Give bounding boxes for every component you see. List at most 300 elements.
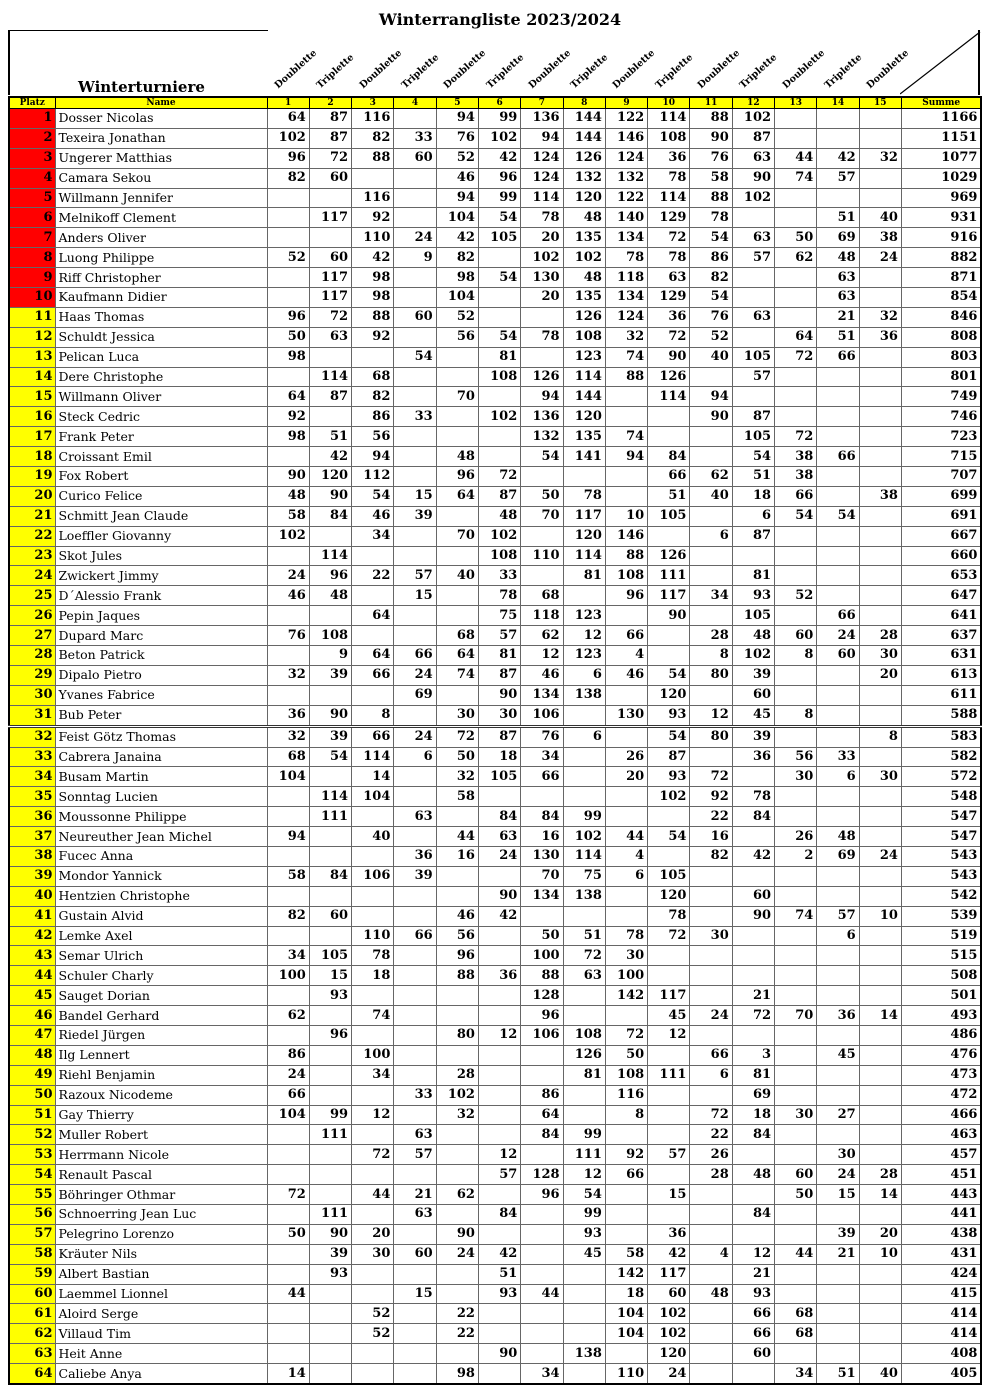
table-row xyxy=(9,1065,981,1085)
score-cell xyxy=(267,546,309,566)
score-cell xyxy=(859,966,901,986)
score-cell: 39 xyxy=(732,665,774,685)
score-cell: 108 xyxy=(563,1025,605,1045)
score-cell: 93 xyxy=(563,1224,605,1244)
score-cell: 90 xyxy=(267,467,309,487)
player-name: Pelican Luca xyxy=(55,347,267,367)
score-cell: 16 xyxy=(436,846,478,866)
sum-cell: 547 xyxy=(901,827,981,847)
score-cell: 39 xyxy=(817,1224,859,1244)
score-cell: 81 xyxy=(563,1065,605,1085)
score-cell: 114 xyxy=(648,387,690,407)
score-cell xyxy=(309,767,351,787)
score-cell: 96 xyxy=(521,1006,563,1026)
player-name: Croissant Emil xyxy=(55,447,267,467)
tournament-type-label: Doublette xyxy=(526,47,573,91)
score-cell xyxy=(521,1324,563,1344)
score-cell xyxy=(859,407,901,427)
player-name: Mondor Yannick xyxy=(55,866,267,886)
score-cell: 60 xyxy=(817,646,859,666)
player-name: Riehl Benjamin xyxy=(55,1065,267,1085)
score-cell xyxy=(478,787,520,807)
score-cell: 64 xyxy=(775,327,817,347)
tournament-type-label: Triplette xyxy=(568,51,611,91)
score-cell: 86 xyxy=(690,248,732,268)
score-cell: 50 xyxy=(267,327,309,347)
score-cell xyxy=(436,1344,478,1364)
score-cell xyxy=(563,586,605,606)
score-cell xyxy=(732,1185,774,1205)
rank-cell: 52 xyxy=(9,1125,55,1145)
score-cell: 105 xyxy=(648,866,690,886)
score-cell: 6 xyxy=(605,866,647,886)
score-cell: 18 xyxy=(605,1284,647,1304)
score-cell: 102 xyxy=(478,407,520,427)
score-cell: 3 xyxy=(732,1045,774,1065)
score-cell: 86 xyxy=(352,407,394,427)
score-cell: 60 xyxy=(775,626,817,646)
score-cell: 54 xyxy=(563,1185,605,1205)
sum-cell: 707 xyxy=(901,467,981,487)
score-cell xyxy=(436,1045,478,1065)
score-cell: 58 xyxy=(605,1244,647,1264)
score-cell xyxy=(859,347,901,367)
score-cell: 81 xyxy=(732,566,774,586)
score-cell: 44 xyxy=(605,827,647,847)
rank-cell: 32 xyxy=(9,726,55,747)
score-cell: 78 xyxy=(352,946,394,966)
score-cell: 72 xyxy=(605,1025,647,1045)
score-cell xyxy=(817,1065,859,1085)
score-cell xyxy=(648,427,690,447)
score-cell: 102 xyxy=(478,128,520,148)
score-cell: 78 xyxy=(648,248,690,268)
player-name: Muller Robert xyxy=(55,1125,267,1145)
score-cell xyxy=(352,586,394,606)
tournament-type-label: Triplette xyxy=(822,51,865,91)
table-row xyxy=(9,926,981,946)
score-cell: 120 xyxy=(648,685,690,705)
score-cell: 48 xyxy=(563,208,605,228)
score-cell: 90 xyxy=(478,886,520,906)
score-cell: 105 xyxy=(732,606,774,626)
score-cell: 45 xyxy=(732,705,774,726)
score-cell xyxy=(690,1344,732,1364)
score-cell: 90 xyxy=(478,685,520,705)
sum-cell: 808 xyxy=(901,327,981,347)
score-cell xyxy=(394,767,436,787)
score-cell: 42 xyxy=(648,1244,690,1264)
score-cell: 96 xyxy=(267,148,309,168)
score-cell: 123 xyxy=(563,606,605,626)
player-name: Lemke Axel xyxy=(55,926,267,946)
score-cell: 18 xyxy=(352,966,394,986)
score-cell: 39 xyxy=(309,1244,351,1264)
score-cell xyxy=(859,586,901,606)
score-cell xyxy=(817,1204,859,1224)
score-cell: 72 xyxy=(563,946,605,966)
score-cell: 70 xyxy=(775,1006,817,1026)
score-cell xyxy=(859,1264,901,1284)
rank-cell: 53 xyxy=(9,1145,55,1165)
score-cell: 36 xyxy=(394,846,436,866)
score-cell xyxy=(605,1344,647,1364)
rank-cell: 48 xyxy=(9,1045,55,1065)
score-cell: 88 xyxy=(690,109,732,129)
score-cell xyxy=(775,665,817,685)
table-row xyxy=(9,407,981,427)
score-cell: 63 xyxy=(563,966,605,986)
score-cell: 88 xyxy=(352,148,394,168)
table-row xyxy=(9,1045,981,1065)
score-cell: 106 xyxy=(521,1025,563,1045)
score-cell: 34 xyxy=(521,747,563,767)
score-cell: 22 xyxy=(690,1125,732,1145)
rank-cell: 40 xyxy=(9,886,55,906)
score-cell: 120 xyxy=(563,407,605,427)
score-cell xyxy=(394,827,436,847)
score-cell xyxy=(605,1006,647,1026)
score-cell: 48 xyxy=(309,586,351,606)
rank-cell: 57 xyxy=(9,1224,55,1244)
score-cell xyxy=(605,1185,647,1205)
score-cell: 42 xyxy=(436,228,478,248)
score-cell: 54 xyxy=(394,347,436,367)
score-cell xyxy=(732,387,774,407)
sum-cell: 916 xyxy=(901,228,981,248)
score-cell: 96 xyxy=(436,467,478,487)
sum-cell: 415 xyxy=(901,1284,981,1304)
score-cell: 8 xyxy=(859,726,901,747)
score-cell: 2 xyxy=(775,846,817,866)
score-cell xyxy=(309,1304,351,1324)
score-cell xyxy=(478,307,520,327)
score-cell: 44 xyxy=(267,1284,309,1304)
score-cell: 126 xyxy=(521,367,563,387)
sum-cell: 1029 xyxy=(901,168,981,188)
score-cell xyxy=(563,467,605,487)
score-cell xyxy=(309,188,351,208)
score-cell xyxy=(775,606,817,626)
table-row xyxy=(9,268,981,288)
score-cell: 42 xyxy=(309,447,351,467)
score-cell xyxy=(563,1006,605,1026)
rank-cell: 15 xyxy=(9,387,55,407)
rank-cell: 6 xyxy=(9,208,55,228)
score-cell: 63 xyxy=(732,148,774,168)
table-row xyxy=(9,966,981,986)
score-cell xyxy=(267,1125,309,1145)
tournament-type-label: Doublette xyxy=(864,47,912,91)
score-cell: 38 xyxy=(775,467,817,487)
score-cell xyxy=(478,1125,520,1145)
score-cell xyxy=(267,288,309,308)
score-cell: 54 xyxy=(521,447,563,467)
sum-cell: 438 xyxy=(901,1224,981,1244)
score-cell: 102 xyxy=(267,526,309,546)
score-cell: 114 xyxy=(563,546,605,566)
score-cell: 82 xyxy=(436,248,478,268)
score-cell: 93 xyxy=(478,1284,520,1304)
score-cell: 78 xyxy=(521,327,563,347)
score-cell: 104 xyxy=(267,767,309,787)
score-cell xyxy=(605,1224,647,1244)
sum-cell: 476 xyxy=(901,1045,981,1065)
score-cell: 42 xyxy=(478,148,520,168)
score-cell: 110 xyxy=(521,546,563,566)
sum-cell: 715 xyxy=(901,447,981,467)
score-cell: 90 xyxy=(732,906,774,926)
table-row xyxy=(9,526,981,546)
score-cell xyxy=(690,367,732,387)
rank-cell: 58 xyxy=(9,1244,55,1264)
score-cell: 84 xyxy=(521,1125,563,1145)
score-cell: 66 xyxy=(521,767,563,787)
tournament-type-label: Triplette xyxy=(484,51,526,91)
score-cell xyxy=(478,946,520,966)
score-cell xyxy=(394,606,436,626)
score-cell: 130 xyxy=(521,846,563,866)
score-cell: 39 xyxy=(732,726,774,747)
score-cell: 78 xyxy=(648,168,690,188)
score-cell: 34 xyxy=(352,526,394,546)
table-row xyxy=(9,1264,981,1284)
table-row xyxy=(9,1324,981,1344)
table-row xyxy=(9,208,981,228)
score-cell xyxy=(309,1065,351,1085)
table-row xyxy=(9,128,981,148)
score-cell xyxy=(436,586,478,606)
score-cell xyxy=(775,787,817,807)
score-cell xyxy=(478,1185,520,1205)
player-name: Feist Götz Thomas xyxy=(55,726,267,747)
score-cell: 70 xyxy=(521,866,563,886)
score-cell: 90 xyxy=(309,705,351,726)
score-cell: 102 xyxy=(648,787,690,807)
score-cell xyxy=(859,807,901,827)
score-cell xyxy=(436,886,478,906)
score-cell xyxy=(775,1025,817,1045)
score-cell: 99 xyxy=(309,1105,351,1125)
score-cell: 142 xyxy=(605,986,647,1006)
score-cell: 74 xyxy=(605,427,647,447)
player-name: Melnikoff Clement xyxy=(55,208,267,228)
score-cell: 87 xyxy=(732,526,774,546)
score-cell: 84 xyxy=(648,447,690,467)
score-cell: 24 xyxy=(436,1244,478,1264)
score-cell xyxy=(859,526,901,546)
score-cell: 99 xyxy=(478,109,520,129)
rank-cell: 39 xyxy=(9,866,55,886)
sum-cell: 466 xyxy=(901,1105,981,1125)
score-cell: 33 xyxy=(817,747,859,767)
score-cell: 8 xyxy=(352,705,394,726)
score-cell xyxy=(394,1364,436,1384)
score-cell xyxy=(394,288,436,308)
score-cell xyxy=(775,1125,817,1145)
score-cell xyxy=(817,526,859,546)
score-cell xyxy=(775,946,817,966)
score-cell: 88 xyxy=(605,367,647,387)
score-cell: 39 xyxy=(394,866,436,886)
score-cell xyxy=(394,1264,436,1284)
score-cell xyxy=(521,1244,563,1264)
player-name: Dipalo Pietro xyxy=(55,665,267,685)
score-cell: 88 xyxy=(690,188,732,208)
player-name: Frank Peter xyxy=(55,427,267,447)
score-cell: 58 xyxy=(267,866,309,886)
score-cell: 70 xyxy=(436,526,478,546)
sum-cell: 653 xyxy=(901,566,981,586)
table-row xyxy=(9,586,981,606)
score-cell: 74 xyxy=(775,168,817,188)
score-cell: 6 xyxy=(394,747,436,767)
score-cell xyxy=(817,986,859,1006)
score-cell xyxy=(436,407,478,427)
score-cell: 90 xyxy=(690,128,732,148)
score-cell xyxy=(394,1344,436,1364)
score-cell: 126 xyxy=(563,148,605,168)
rank-cell: 41 xyxy=(9,906,55,926)
score-cell: 64 xyxy=(267,387,309,407)
sum-cell: 431 xyxy=(901,1244,981,1264)
score-cell: 52 xyxy=(690,327,732,347)
score-cell xyxy=(521,566,563,586)
table-row xyxy=(9,367,981,387)
score-cell: 78 xyxy=(605,248,647,268)
score-cell xyxy=(521,347,563,367)
score-cell: 111 xyxy=(648,566,690,586)
score-cell: 18 xyxy=(732,486,774,506)
sum-cell: 611 xyxy=(901,685,981,705)
score-cell xyxy=(478,1045,520,1065)
score-cell: 87 xyxy=(478,665,520,685)
score-cell xyxy=(352,347,394,367)
score-cell: 48 xyxy=(817,248,859,268)
score-cell xyxy=(309,1145,351,1165)
score-cell: 92 xyxy=(605,1145,647,1165)
player-name: D´Alessio Frank xyxy=(55,586,267,606)
score-cell xyxy=(352,168,394,188)
score-cell: 20 xyxy=(352,1224,394,1244)
table-row xyxy=(9,726,981,747)
score-cell: 105 xyxy=(732,347,774,367)
score-cell: 28 xyxy=(859,1165,901,1185)
score-cell: 51 xyxy=(648,486,690,506)
header-diagonal xyxy=(900,30,982,96)
player-name: Renault Pascal xyxy=(55,1165,267,1185)
score-cell xyxy=(817,467,859,487)
score-cell xyxy=(775,1065,817,1085)
score-cell xyxy=(394,208,436,228)
score-cell xyxy=(859,866,901,886)
sum-cell: 508 xyxy=(901,966,981,986)
sum-cell: 543 xyxy=(901,846,981,866)
score-cell: 54 xyxy=(352,486,394,506)
score-cell xyxy=(394,1025,436,1045)
tournament-type-label: Doublette xyxy=(611,47,658,91)
score-cell: 30 xyxy=(775,767,817,787)
score-cell: 52 xyxy=(267,248,309,268)
score-cell: 30 xyxy=(817,1145,859,1165)
score-cell xyxy=(817,1324,859,1344)
player-name: Luong Philippe xyxy=(55,248,267,268)
score-cell: 87 xyxy=(732,407,774,427)
score-cell: 50 xyxy=(521,926,563,946)
score-cell xyxy=(690,1085,732,1105)
score-cell xyxy=(436,1145,478,1165)
score-cell: 104 xyxy=(436,208,478,228)
score-cell: 30 xyxy=(859,646,901,666)
rank-cell: 1 xyxy=(9,109,55,129)
score-cell xyxy=(859,787,901,807)
score-cell: 60 xyxy=(775,1165,817,1185)
score-cell xyxy=(563,787,605,807)
sum-cell: 882 xyxy=(901,248,981,268)
score-cell xyxy=(859,886,901,906)
score-cell xyxy=(775,268,817,288)
score-cell: 100 xyxy=(605,966,647,986)
score-cell: 82 xyxy=(690,268,732,288)
score-cell xyxy=(352,685,394,705)
header-tournament-15: 15 xyxy=(859,97,901,109)
sum-cell: 1151 xyxy=(901,128,981,148)
score-cell xyxy=(648,1105,690,1125)
score-cell: 14 xyxy=(859,1006,901,1026)
score-cell: 69 xyxy=(817,846,859,866)
score-cell: 68 xyxy=(775,1304,817,1324)
player-name: Pepin Jaques xyxy=(55,606,267,626)
score-cell xyxy=(817,109,859,129)
score-cell: 93 xyxy=(309,1264,351,1284)
player-name: Herrmann Nicole xyxy=(55,1145,267,1165)
table-row xyxy=(9,1125,981,1145)
score-cell: 30 xyxy=(605,946,647,966)
score-cell: 6 xyxy=(817,767,859,787)
rank-cell: 4 xyxy=(9,168,55,188)
score-cell: 54 xyxy=(732,447,774,467)
table-row xyxy=(9,168,981,188)
score-cell xyxy=(605,726,647,747)
score-cell xyxy=(563,767,605,787)
score-cell: 38 xyxy=(859,228,901,248)
score-cell: 76 xyxy=(690,307,732,327)
sum-cell: 441 xyxy=(901,1204,981,1224)
score-cell: 102 xyxy=(648,1304,690,1324)
rank-cell: 26 xyxy=(9,606,55,626)
player-name: Schuler Charly xyxy=(55,966,267,986)
player-name: Riff Christopher xyxy=(55,268,267,288)
rank-cell: 55 xyxy=(9,1185,55,1205)
score-cell xyxy=(394,427,436,447)
score-cell: 72 xyxy=(690,1105,732,1125)
score-cell xyxy=(690,986,732,1006)
score-cell: 64 xyxy=(352,606,394,626)
score-cell xyxy=(775,726,817,747)
score-cell: 27 xyxy=(817,1105,859,1125)
score-cell xyxy=(605,906,647,926)
score-cell: 15 xyxy=(817,1185,859,1205)
score-cell: 90 xyxy=(309,1224,351,1244)
score-cell: 4 xyxy=(605,846,647,866)
score-cell xyxy=(521,906,563,926)
sum-cell: 457 xyxy=(901,1145,981,1165)
score-cell xyxy=(859,926,901,946)
score-cell: 46 xyxy=(605,665,647,685)
score-cell xyxy=(478,1324,520,1344)
score-cell xyxy=(775,1045,817,1065)
table-row xyxy=(9,665,981,685)
